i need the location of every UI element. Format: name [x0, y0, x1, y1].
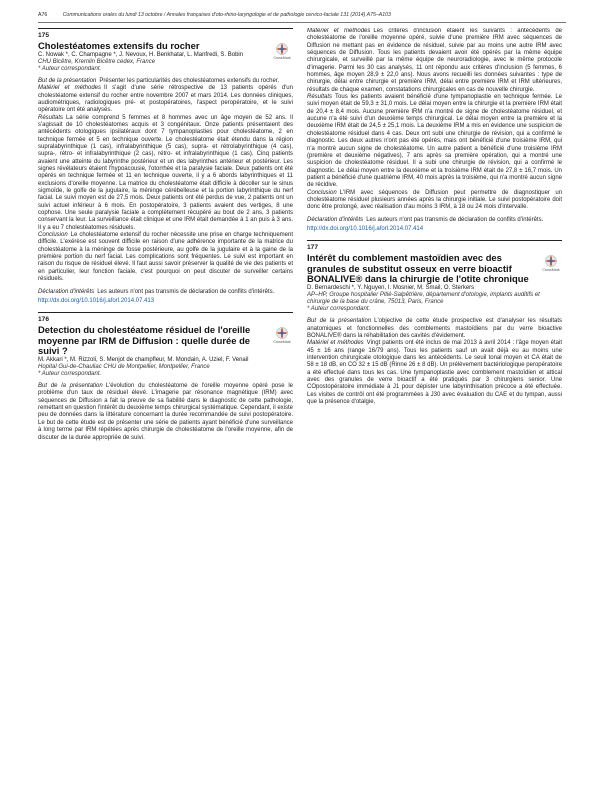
running-title: Communications orales du lundi 13 octobre / Annales françaises d'oto-rhino-laryngologie et de pathologie cervico-faciale 131 (2014) A75–A103 — [62, 12, 391, 18]
abstract-body — [38, 383, 293, 442]
abstract-number: 175 — [38, 28, 293, 39]
running-head — [38, 12, 566, 18]
abstract-title: Cholestéatomes extensifs du rocher — [38, 40, 200, 51]
section-label: Résultats — [307, 94, 333, 101]
doi-link[interactable]: http://dx.doi.org/10.1016/j.aforl.2014.07.414 — [307, 225, 424, 232]
section-text: La série comprend 5 femmes et 8 hommes avec un âge moyen de 52 ans. Il s'agissait de 10 cholestéatomes acquis et 3 congénitaux. Onze patients présentaient des antécédents otologiques ipsilatéraux dont 7 tympanoplasties pour cholestéatome, 2 en technique fermée et 5 en technique ouverte. Le cholestéatome était étendu dans la région supralabyrinthique (1 cas), infralabyrinthique (5 cas), supra- et rétrolabyrinthique (4 cas), supra-, rétro- et infralabyrinthique (2 cas), rétro- et infralabyrinthique (1 cas). Cinq patients avaient une atteinte du labyrinthe postérieur et un des labyrinthes antérieur et postérieur. Les signes révélateurs étaient l'hypoacousie, l'otorrhée et la paralysie faciale. Deux patients ont été opérés en technique fermée et 11 en technique ouverte, il y a 6 abords labyrinthiques et 11 exclusions d'oreille moyenne. La matrice du cholestéatome était difficile à décoller sur le sinus sigmoïde, le golfe de la jugulaire, la méninge cérébelleuse et la portion labyrinthique du nerf facial. Le suivi moyen est de 27,5 mois. Deux patients ont été perdus de vue, 2 patients ont un suivi actuel inférieur à 6 mois. En postopératoire, 3 patients avaient des vertiges, 8 une cophose. Une seule paralysie faciale a complètement récupéré au bout de 2 ans, 3 patients conservant la leur. La surveillance était clinique et une IRM était demandée à 1 an puis à 3 ans. Il y a eu 7 cholestéatomes résiduels. — [38, 114, 293, 231]
declaration — [38, 289, 293, 296]
affiliation: Hopital Gui-de-Chauliac CHU de Montpellier, Montpellier, France — [38, 363, 210, 370]
abstract-body — [307, 318, 562, 406]
abstract-number: 177 — [307, 240, 562, 251]
page-number: A76 — [38, 12, 48, 18]
section-label: But de la présentation — [307, 318, 372, 325]
right-column — [307, 28, 562, 790]
section-label: Résultats — [38, 114, 64, 121]
section-label: Matériel et méthodes — [307, 28, 371, 34]
crossmark-badge[interactable] — [540, 255, 562, 272]
crossmark-icon — [545, 255, 557, 267]
doi-link[interactable]: http://dx.doi.org/10.1016/j.aforl.2014.07.413 — [38, 297, 155, 304]
abstract-title: Detection du cholestéatome résiduel de l'oreille moyenne par IRM de Diffusion : quelle durée de suivi ? — [38, 324, 251, 357]
section-label: Matériel et méthodes — [38, 85, 102, 92]
section-label: But de la présentation — [38, 77, 97, 84]
section-text: Le cholestéatome extensif du rocher nécessite une prise en charge techniquement difficile. L'exérèse est souvent difficile en raison d'une adhérence importante de la matrice du cholestéatome à la méninge de fosse postérieure, au golfe de la jugulaire et à la gaine de la première portion du nerf facial. Les complications sont fréquentes. Le suivi est important en raison du risque de résiduel élevé. Il faut aussi savoir préserver la qualité de vie des patients et en particulier, leur fonction faciale, c'est pourquoi on peut discuter de surveiller certains résiduels. — [38, 232, 293, 283]
abstract-title: Intérêt du comblement mastoïdien avec des granules de substitut osseux en verre bioactif BONALIVE® dans la chirurgie de l'otite chronique — [307, 252, 529, 285]
section-purpose — [38, 383, 293, 442]
section-purpose — [38, 78, 293, 85]
corresponding-author: * Auteur correspondant. — [307, 306, 371, 313]
abstract-176-continued — [307, 28, 562, 224]
declaration-label: Déclaration d'intérêts — [38, 288, 95, 295]
section-text: Présenter les particularités des cholestéatomes extensifs du rocher. — [99, 77, 280, 84]
crossmark-icon — [276, 327, 288, 339]
crossmark-label: CrossMark — [273, 56, 291, 60]
declaration-text: Les auteurs n'ont pas transmis de déclaration de conflits d'intérêts. — [97, 288, 275, 295]
abstract-number: 176 — [38, 312, 293, 323]
section-text: L'évolution du cholestéatome de l'oreille moyenne opéré pose le problème d'un taux de résiduel élevé. L'imagerie par résonance magnétique (IRM) avec séquences de Diffusion a fait la preuve de sa fiabilité dans le diagnostic de cette pathologie, remettant en question l'intérêt du deuxième temps chirurgical systématique. Cependant, il existe peu de données dans la littérature concernant la durée recommandée de suivi postopératoire. Le but de cette étude est de présenter une série de patients ayant bénéficié d'une surveillance à long terme par IRM répétées après chirurgie de cholestéatome de l'oreille moyenne, afin de discuter de la durée appropriée de suivi. — [38, 383, 293, 441]
declaration-label: Déclaration d'intérêts — [307, 216, 364, 223]
section-label: Conclusion — [38, 232, 68, 239]
crossmark-icon — [276, 43, 288, 55]
section-text: L'IRM avec séquences de Diffusion peut permettre de diagnostiquer un cholestéatome résiduel plusieurs années après la chirurgie initiale. Le suivi postopératoire doit donc être prolongé, avec réalisation d'au moins 3 IRM, à 18 ou 24 mois d'intervalle. — [307, 189, 562, 211]
declaration — [307, 217, 562, 224]
authors: D. Bernardeschi *, Y. Nguyen, I. Mosnier, M. Smail, O. Sterkers — [307, 284, 475, 291]
declaration-text: Les auteurs n'ont pas transmis de déclaration de conflits d'intérêts. — [366, 216, 544, 223]
section-text: Les critères d'inclusion étaient les suivants : antécédents de cholestéatome de l'oreille moyenne opéré, suivie d'une première IRM avec séquences de Diffusion ne mettant pas en évidence de résiduel, suivie par au moins une autre IRM avec séquences de Diffusion. Tous les patients devaient avoir été opérés par la même équipe chirurgicale, et surveillé par la même équipe de neuroradiologie, avec le même protocole d'imagerie. Parmi les 30 cas analysés, 11 ont répondu aux critères d'inclusion (5 femmes, 6 hommes, âge moyen 28,9 ± 22,0 ans). Nous avons recueilli les données suivantes : type de chirurgie, délai entre chirurgie et première IRM, délai entre première IRM et IRM ultérieures, résultats de chaque examen, constatations chirurgicales en cas de nouvelle chirurgie. — [307, 28, 562, 93]
left-column — [38, 28, 293, 790]
corresponding-author: * Auteur correspondant. — [38, 65, 102, 72]
section-text: L'objective de cette étude prospective est d'analyser les résultats anatomiques et fonctionnelles des comblements mastoïdiens par du verre bioactive BONALIVE® dans la réhabilitation des cavités d'évidement. — [307, 318, 562, 339]
abstract-177 — [307, 240, 562, 406]
abstract-body — [38, 78, 293, 296]
section-methods — [38, 85, 293, 114]
abstract-176 — [38, 312, 293, 442]
section-results — [307, 94, 562, 189]
authors: C. Nowak *, C. Champagne *, J. Nevoux, H. Benkhatar, L. Manfredi, S. Bobin — [38, 51, 244, 58]
section-label: Matériel et méthodes — [307, 340, 364, 347]
section-methods — [307, 28, 562, 94]
section-purpose — [307, 318, 562, 340]
section-label: Conclusion — [307, 189, 337, 196]
authors: M. Akkari *, M. Rizzoli, S. Menjot de champfleur, M. Mondain, A. Uziel, F. Venail — [38, 356, 249, 363]
affiliation: CHU Bicêtre, Kremlin Bicêtre cedex, France — [38, 58, 156, 65]
crossmark-badge[interactable] — [271, 327, 293, 344]
section-text: Il s'agit d'une série rétrospective de 13 patients opérés d'un cholestéatome extensif du rocher entre novembre 2007 et mars 2014. Les données cliniques, audiométriques, radiologiques pré- et postopératoires, l'aspect peropératoire, et le suivi opératoire ont été analysés. — [38, 85, 293, 114]
section-text: Vingt patients ont été inclus de mai 2013 à avril 2014 : l'âge moyen était 45 ± 16 ans (range 16/79 ans). Tous les patients sauf un avait déjà eu au moins une intervention chirurgicale otologique dans les antécédents. Le seuil tonal moyen et CA était de 58 ± 18 dB, en CO 32 ± 15 dB (Rinne 26 ± 8 dB). Un prélèvement bactériologique peropératoire a été effectué dans tous les cas. Une tympanoplastie avec comblement mastoïdien et attical avec des granules de verre bioactif a été pratiqués par 3 chirurgiens senior. Une COpostopératoire immédiate à J1 pour dépister une labyrinthisation précoce a été effectuée. Les visites de contrôl ont été programmées à J30 avec évaluation du CAE et du tympan, aussi que la présence d'otalgie, — [307, 340, 562, 406]
abstract-175 — [38, 28, 293, 305]
section-results — [38, 115, 293, 233]
section-conclusion — [307, 190, 562, 212]
crossmark-badge[interactable] — [271, 43, 293, 60]
affiliation: AP–HP, Groupe hospitalier Pitié-Salpêtrière, département d'otologie, implants auditifs et chirurgie de la base du crâne, 75013, Paris, France — [307, 292, 540, 306]
section-label: But de la présentation — [38, 383, 103, 390]
crossmark-label: CrossMark — [273, 340, 291, 345]
section-text: Tous les patients avaient bénéficié d'une tympanoplastie en technique fermée. Le suivi moyen était de 59,3 ± 31,0 mois. Le délai moyen entre la chirurgie et la première IRM était de 20,4 ± 8,4 mois. Aucune première IRM n'a montré de signe de cholestéatome résiduel, et aucune n'a été suivi d'un deuxième temps chirurgical. Le délai moyen entre la première et la deuxième IRM était de 24,5 ± 25,1 mois. La deuxième IRM a mis en évidence une suspicion de cholestéatome résiduel dans 4 cas. Deux ont subi une chirurgie de révision, qui a confirmé le diagnostic. Les deux autres n'ont pas été opérés, mais ont bénéficié d'une troisième IRM, qui n'a montré aucun signe de cholestéatome. Un autre patient a bénéficié d'une troisième IRM (première et deuxième négatives), 7 ans après sa première opération, qui a montré une suspicion de cholestéatome résiduel. Il a subi une chirurgie de révision, qui a confirmé le diagnostic. Le délai moyen entre la deuxième et la troisième IRM était de 27,8 ± 16,7 mois. Un patient a bénéficié d'une quatrième IRM, 40 mois après la troisième, qui n'a montré aucun signe de récidive. — [307, 94, 562, 189]
section-methods — [307, 340, 562, 406]
corresponding-author: * Auteur correspondant. — [38, 371, 102, 378]
crossmark-label: CrossMark — [542, 268, 560, 273]
header-rule — [38, 22, 566, 23]
section-conclusion — [38, 232, 293, 283]
